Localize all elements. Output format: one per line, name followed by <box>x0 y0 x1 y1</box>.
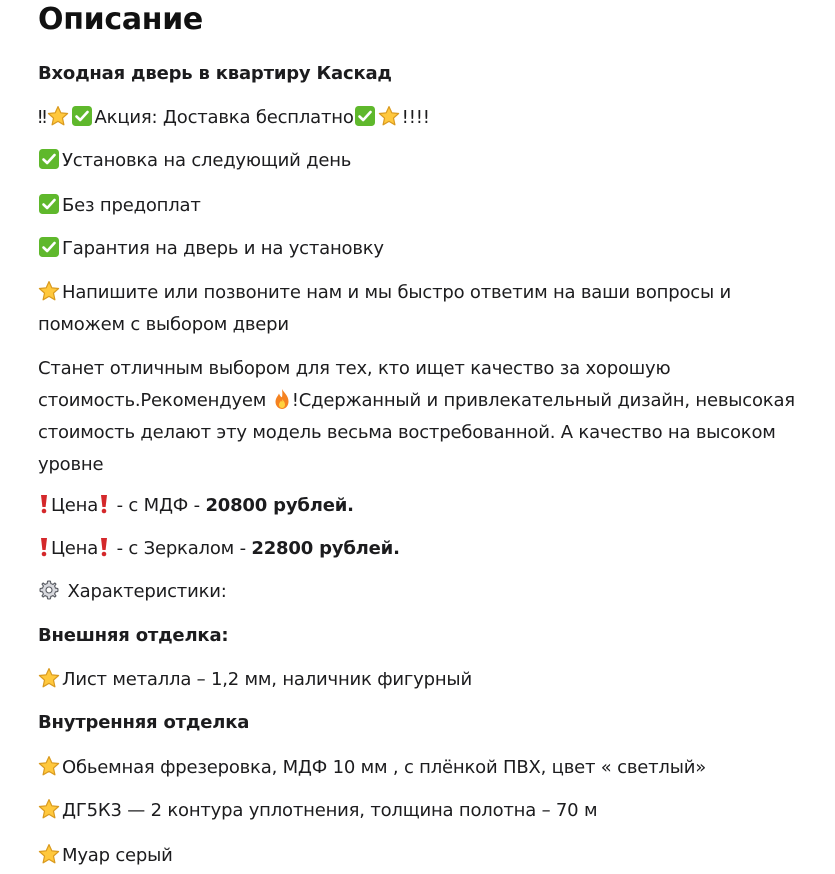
description-paragraph <box>38 353 828 481</box>
promo-text: Акция: Доставка бесплатно <box>94 107 354 128</box>
page-title: Описание <box>38 2 203 37</box>
red-exclamation-icon <box>98 493 110 515</box>
star-icon <box>38 280 60 302</box>
gear-icon <box>38 579 60 601</box>
check-mark-button-icon <box>354 105 376 127</box>
star-icon <box>38 798 60 820</box>
check-mark-button-icon <box>38 193 60 215</box>
double-exclamation: ‼ <box>38 107 47 128</box>
paragraph-text-continued: !Сдержанный и привлекательный дизайн, невысокая стоимость делают эту модель весьма востребованной. А качество на высоком уровне <box>38 390 795 475</box>
star-icon <box>38 755 60 777</box>
star-icon <box>38 667 60 689</box>
promo-exclamations: !!!! <box>401 107 430 128</box>
star-icon <box>378 105 400 127</box>
benefit-text: Установка на следующий день <box>62 150 352 171</box>
price-amount: 22800 рублей. <box>251 538 400 559</box>
spec-text: Муар серый <box>62 845 173 866</box>
benefit-text: Гарантия на дверь и на установку <box>62 238 384 259</box>
fire-icon <box>273 388 291 410</box>
exterior-title: Внешняя отделка: <box>38 625 229 646</box>
spec-item <box>38 795 597 827</box>
check-mark-button-icon <box>71 105 93 127</box>
price-label: Цена <box>51 495 99 516</box>
red-exclamation-icon <box>38 536 50 558</box>
star-icon <box>47 105 69 127</box>
benefit-item <box>38 233 384 265</box>
benefit-item <box>38 190 201 222</box>
contact-line-continued: поможем с выбором двери <box>38 314 289 335</box>
specs-heading <box>38 576 227 608</box>
price-variant: - с МДФ - <box>111 495 206 516</box>
price-amount: 20800 рублей. <box>205 495 354 516</box>
spec-item <box>38 664 472 696</box>
benefit-text: Без предоплат <box>62 195 201 216</box>
check-mark-button-icon <box>38 236 60 258</box>
price-line <box>38 490 354 522</box>
star-icon <box>38 843 60 865</box>
benefit-item <box>38 145 351 177</box>
spec-text: Лист металла – 1,2 мм, наличник фигурный <box>62 669 472 690</box>
price-line <box>38 533 400 565</box>
product-title: Входная дверь в квартиру Каскад <box>38 63 392 84</box>
specs-title: Характеристики: <box>62 581 227 602</box>
spec-item <box>38 752 706 784</box>
contact-text: Напишите или позвоните нам и мы быстро ответим на ваши вопросы и <box>62 282 731 303</box>
red-exclamation-icon <box>38 493 50 515</box>
promo-line <box>38 102 430 134</box>
paragraph-text: Станет отличным выбором для тех, кто ищет качество за хорошую стоимость.Рекомендуем <box>38 358 671 411</box>
red-exclamation-icon <box>98 536 110 558</box>
price-label: Цена <box>51 538 99 559</box>
contact-line <box>38 277 731 309</box>
spec-item <box>38 840 173 872</box>
interior-title: Внутренняя отделка <box>38 712 250 733</box>
check-mark-button-icon <box>38 148 60 170</box>
spec-text: ДГ5К3 — 2 контура уплотнения, толщина полотна – 70 м <box>62 800 598 821</box>
price-variant: - с Зеркалом - <box>111 538 252 559</box>
spec-text: Обьемная фрезеровка, МДФ 10 мм , с плёнкой ПВХ, цвет « светлый» <box>62 757 707 778</box>
